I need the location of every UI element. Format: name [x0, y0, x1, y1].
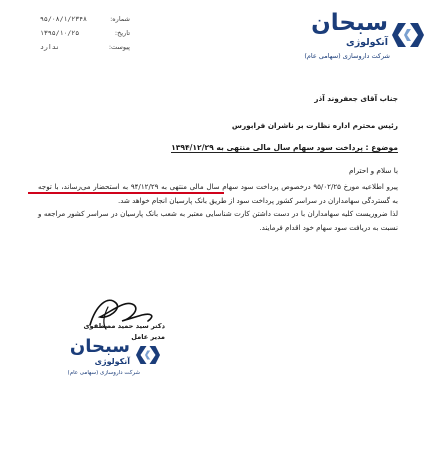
number-value: ۹۵/۰۸/۱/۲۳۴۸	[40, 15, 87, 23]
paragraph-instructions: لذا ضروریست کلیه سهامداران با در دست داشتن کارت شناسایی معتبر به شعب بانک پارسیان در سراسر کشور مراجعه و نسبت به دریافت سود سهام خود اقدام فرمایند.	[38, 209, 398, 232]
brand-logo-subtext: آنکولوژی	[345, 37, 388, 48]
brand-logo-icon	[392, 20, 424, 50]
stamp-logo-text: سبحان	[69, 336, 130, 357]
meta-number-row	[40, 12, 130, 26]
stamp-company-name: شرکت داروسازی (سهامی عام)	[67, 370, 140, 376]
stamp-logo-subtext: آنکولوژی	[94, 357, 130, 366]
signatory-name: دکتر سید حمید مصطفوی	[83, 322, 165, 330]
paragraph-announcement: پیرو اطلاعیه مورخ ۹۵/۰۲/۲۵ درخصوص پرداخت سود سهام سال مالی منتهی به ۹۴/۱۲/۲۹ به استحضار می‌رساند، با توجه به گستردگی سهامداران در سراسر کشور پرداخت سود از طریق بانک پارسیان انجام خواهد شد.	[38, 182, 398, 205]
letter-meta	[40, 12, 130, 54]
number-label: شماره:	[110, 15, 130, 23]
date-label: تاریخ:	[114, 29, 130, 37]
stamp-logo-icon	[136, 343, 160, 367]
highlight-underline	[28, 192, 224, 194]
date-value: ۱۳۹۵/۱۰/۲۵	[40, 29, 80, 37]
letter-subject	[171, 143, 398, 152]
company-name: شرکت داروسازی (سهامی عام)	[304, 52, 390, 60]
brand-logo-text: سبحان	[311, 10, 388, 36]
recipient-title: رئیس محترم اداره نظارت بر ناشران فرابورس	[231, 121, 398, 130]
meta-attachment-row	[40, 40, 130, 54]
recipient-name: جناب آقای جعفروند آذر	[314, 94, 398, 103]
meta-date-row	[40, 26, 130, 40]
attachment-label: پیوست:	[108, 43, 130, 51]
greeting: با سلام و احترام	[348, 166, 398, 175]
subject-text: موضوع : پرداخت سود سهام سال مالی منتهی به ۱۳۹۴/۱۲/۲۹	[171, 143, 398, 152]
attachment-value: ندارد	[40, 43, 60, 51]
signatory-title: مدیر عامل	[131, 333, 165, 341]
